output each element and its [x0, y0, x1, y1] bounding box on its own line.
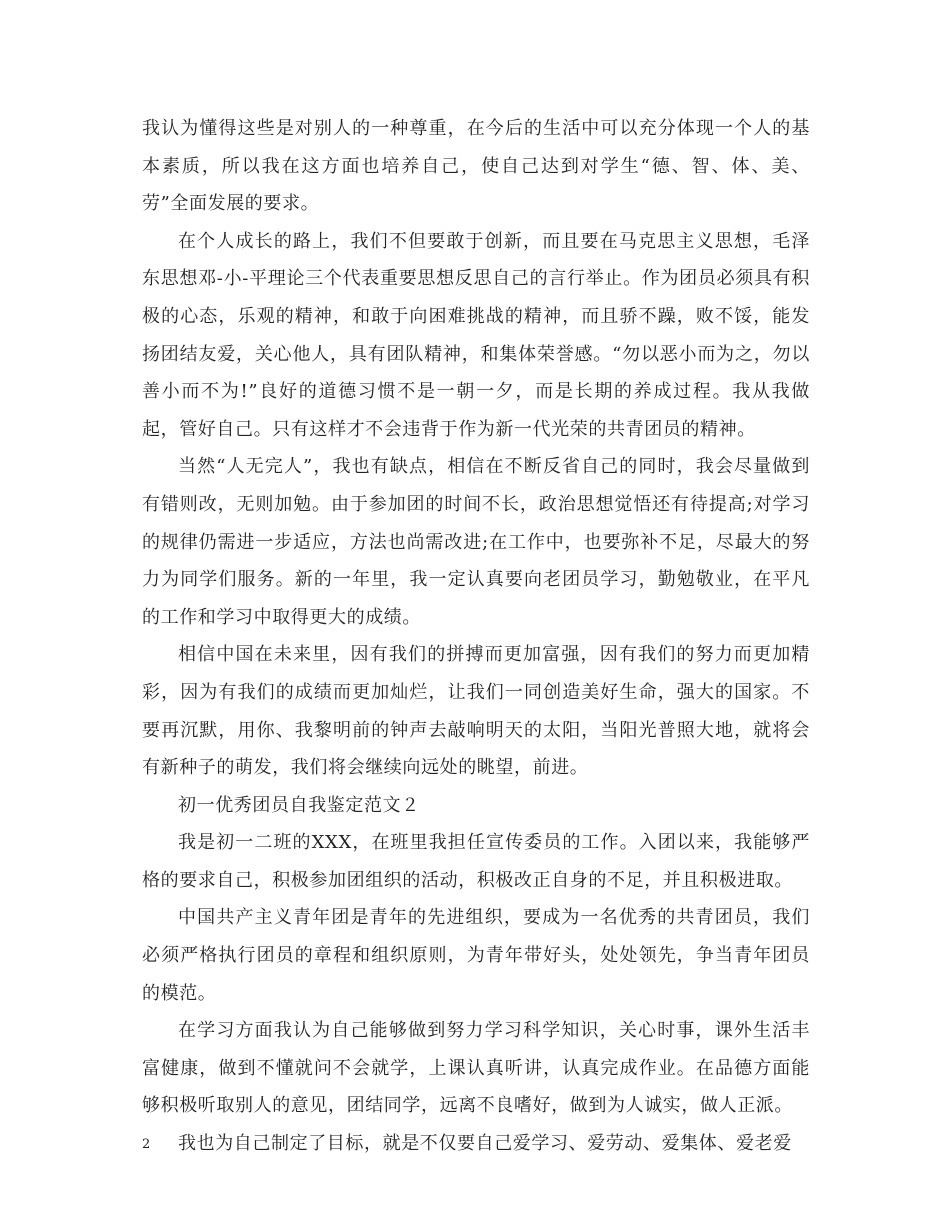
paragraph-youth-league: 中国共产主义青年团是青年的先进组织，要成为一名优秀的共青团员，我们必须严格执行团员的章程和组织原则，为青年带好头，处处领先，争当青年团员的模范。 — [142, 907, 810, 1004]
paragraph-future-china: 相信中国在未来里，因有我们的拼搏而更加富强，因有我们的努力而更加精彩，因为有我们的成绩而更加灿烂，让我们一同创造美好生命，强大的国家。不要再沉默，用你、我黎明前的钟声去敲响明天的太阳，当阳光普照大地，就将会有新种子的萌发，我们将会继续向远处的眺望，前进。 — [142, 644, 810, 779]
paragraph-study-and-morals: 在学习方面我认为自己能够做到努力学习科学知识，关心时事，课外生活丰富健康，做到不懂就问不会就学，上课认真听讲，认真完成作业。在品德方面能够积极听取别人的意见，团结同学，远离不良嗜好，做到为人诚实，做人正派。 — [142, 1020, 810, 1117]
paragraph-shortcomings: 当然“人无完人”，我也有缺点，相信在不断反省自己的同时，我会尽量做到有错则改，无则加勉。由于参加团的时间不长，政治思想觉悟还有待提高;对学习的规律仍需进一步适应，方法也尚需改进;在工作中，也要弥补不足，尽最大的努力为同学们服务。新的一年里，我一定认真要向老团员学习，勤勉敬业，在平凡的工作和学习中取得更大的成绩。 — [142, 456, 810, 628]
paragraph-personal-growth: 在个人成长的路上，我们不但要敢于创新，而且要在马克思主义思想，毛泽东思想邓-小-平理论三个代表重要思想反思自己的言行举止。作为团员必须具有积极的心态，乐观的精神，和敢于向困难挑战的精神，而且骄不躁，败不馁，能发扬团结友爱，关心他人，具有团队精神，和集体荣誉感。“勿以恶小而为之，勿以善小而不为!”良好的道德习惯不是一朝一夕，而是长期的养成过程。我从我做起，管好自己。只有这样才不会违背于作为新一代光荣的共青团员的精神。 — [142, 230, 810, 440]
paragraph-introduction: 我是初一二班的XXX，在班里我担任宣传委员的工作。入团以来，我能够严格的要求自己，积极参加团组织的活动，积极改正自身的不足，并且积极进取。 — [142, 832, 810, 891]
document-body — [142, 110, 810, 1163]
paragraph-continuation: 我认为懂得这些是对别人的一种尊重，在今后的生活中可以充分体现一个人的基本素质，所以我在这方面也培养自己，使自己达到对学生“德、智、体、美、劳”全面发展的要求。 — [142, 118, 810, 215]
page-number: 2 — [142, 1137, 151, 1152]
section-heading-example-2: 初一优秀团员自我鉴定范文２ — [178, 794, 420, 816]
paragraph-goals: 我也为自己制定了目标，就是不仅要自己爱学习、爱劳动、爱集体、爱老爱 — [178, 1133, 792, 1155]
